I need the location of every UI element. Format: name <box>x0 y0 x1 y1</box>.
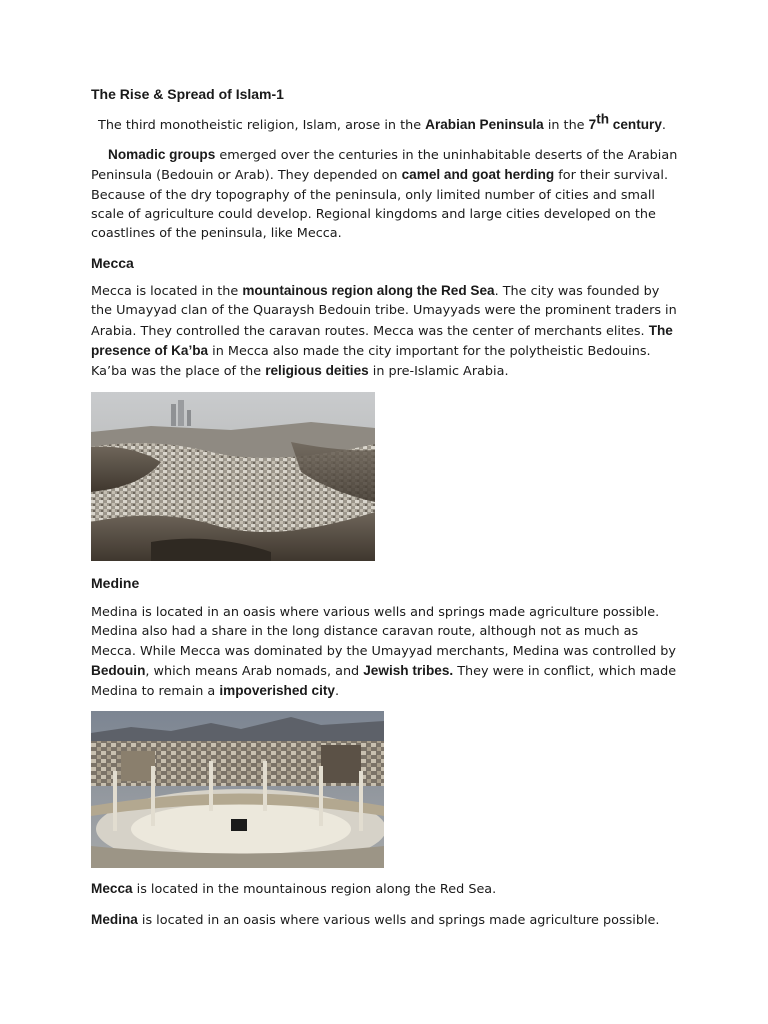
document-page <box>91 85 681 931</box>
mecca-city-photo <box>91 392 375 561</box>
medine-heading: Medine <box>91 575 140 592</box>
mecca-paragraph: Mecca is located in the mountainous region along the Red Sea. The city was founded by the Umayyad clan of the Quaraysh Bedouin tribe. Umayyads were the prominent traders in Arabia. They controlled the caravan routes. Mecca was the center of merchants elites. The presence of Ka’ba in Mecca also made the city important for the polytheistic Bedouins. Ka’ba was the place of the religious deities in pre-Islamic Arabia. <box>91 283 677 380</box>
intro-paragraph: The third monotheistic religion, Islam, arose in the Arabian Peninsula in the 7th century. <box>98 111 666 133</box>
medina-paragraph: Medina is located in an oasis where various wells and springs made agriculture possible. Medina also had a share in the long distance caravan route, although not as much as Mecca. While Mecca was dominated by the Umayyad merchants, Medina was controlled by Bedouin, which means Arab nomads, and Jewish tribes. They were in conflict, which made Medina to remain a impoverished city. <box>91 605 677 700</box>
mecca-heading: Mecca <box>91 255 134 272</box>
nomadic-paragraph: Nomadic groups emerged over the centuries in the uninhabitable deserts of the Arabian Peninsula (Bedouin or Arab). They depended on camel and goat herding for their survival. Because of the dry topography of the peninsula, only limited number of cities and small scale of agriculture could develop. Regional kingdoms and large cities developed on the coastlines of the peninsula, like Mecca. <box>91 147 678 242</box>
holy-mosque-photo <box>91 711 384 868</box>
document-title: The Rise & Spread of Islam-1 <box>91 86 284 102</box>
summary-medina: Medina is located in an oasis where various wells and springs made agriculture possible. <box>91 912 660 929</box>
summary-mecca: Mecca is located in the mountainous region along the Red Sea. <box>91 881 497 898</box>
